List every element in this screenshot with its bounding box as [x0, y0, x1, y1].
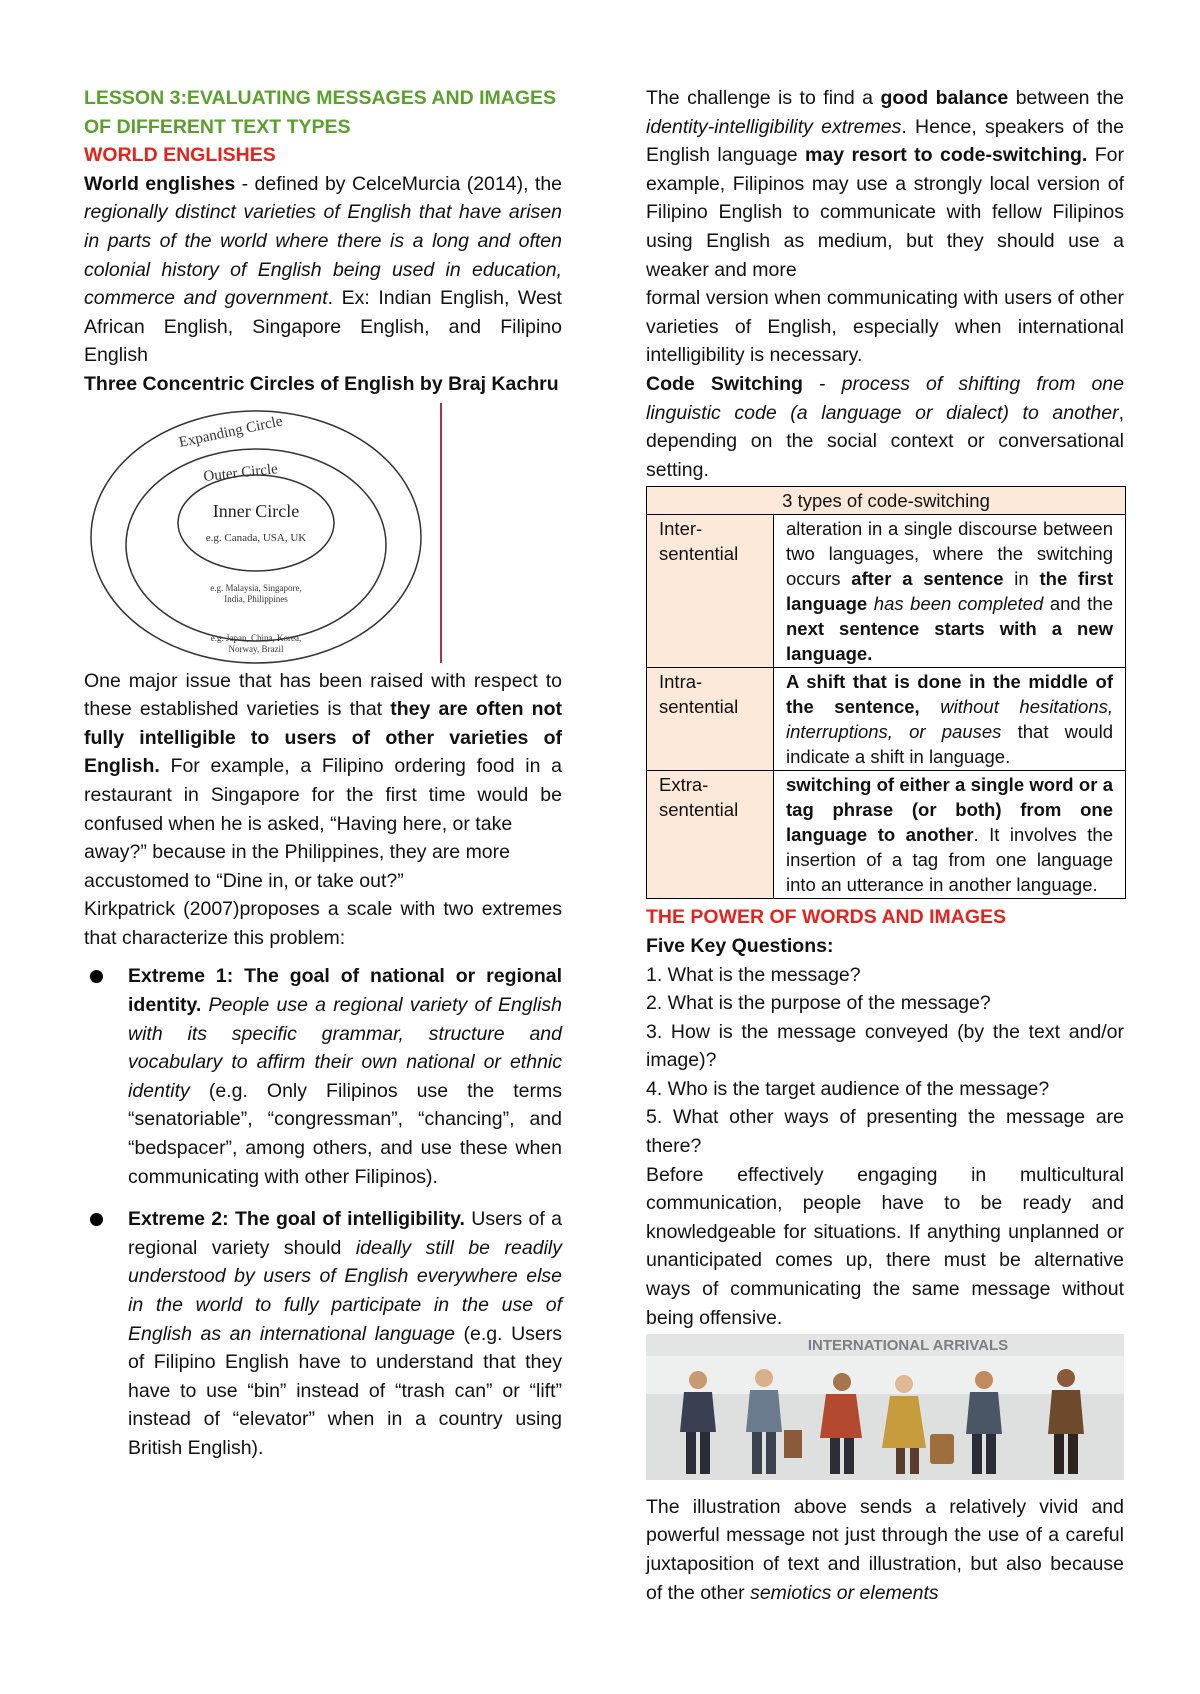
definition-paragraph [84, 170, 562, 370]
question-4: 4. Who is the target audience of the message? [646, 1077, 1050, 1100]
def-end: . Ex: Indian English, West African English, Singapore English, and Filipino English [84, 287, 562, 367]
extreme-1-item [84, 962, 562, 1191]
cs-rest: , depending on the social context or conversational setting. [646, 401, 1124, 481]
question-5: 5. What other ways of presenting the message are there? [646, 1106, 1124, 1158]
desc-part: . It involves the insertion of a tag from one language into an utterance in another language. [786, 824, 1113, 896]
desc-part: A shift that is done in the middle of the sentence, [786, 671, 1113, 718]
balance-bold-2: may resort to code-switching. [805, 144, 1088, 167]
desc-part: has been completed [867, 593, 1044, 615]
row-type: Intra-sentential [647, 668, 774, 771]
desc-part: next sentence starts with a new language. [786, 618, 1113, 665]
balance-text-c: . Hence, speakers of the English language [646, 115, 1124, 167]
issue-bold: they are often not fully intelligible to users of other varieties of English. [84, 698, 562, 778]
code-switching-table [646, 486, 1126, 899]
balance-text-a: The challenge is to find a [646, 87, 881, 109]
extreme-1-title: Extreme 1: The goal of national or regional identity. [128, 965, 562, 1017]
vertical-rule [440, 403, 442, 663]
illustration-paragraph [646, 1493, 1124, 1607]
international-arrivals-illustration [646, 1334, 1124, 1480]
balance-text-b: between the [1008, 87, 1124, 109]
inner-circle-label: Inner Circle [212, 500, 300, 521]
code-switching-definition [646, 370, 1124, 484]
bullet-icon [90, 1213, 103, 1226]
arrivals-sign: INTERNATIONAL ARRIVALS [807, 1337, 1009, 1355]
question-2: 2. What is the purpose of the message? [646, 992, 991, 1015]
expanding-circle-examples-2: Norway, Brazil [228, 643, 284, 654]
desc-part: that would indicate a shift in language. [786, 721, 1113, 768]
circles-heading: Three Concentric Circles of English by Braj Kachru [84, 372, 559, 395]
issue-paragraph [84, 667, 562, 839]
left-column [84, 84, 562, 1477]
question-1: 1. What is the message? [646, 963, 861, 986]
issue-text-a: One major issue that has been raised with respect to these established varieties is that [84, 669, 562, 721]
concentric-circles-figure [84, 399, 562, 667]
expanding-circle-label: Expanding Circle [177, 412, 284, 451]
desc-part: the first language [786, 568, 1113, 615]
lesson-title: LESSON 3:EVALUATING MESSAGES AND IMAGES OF DIFFERENT TEXT TYPES [84, 87, 557, 138]
illustration-text: The illustration above sends a relatively vivid and powerful message not just through the use of a careful juxtaposition of text and illustration, but also because of the other [646, 1495, 1124, 1604]
table-row [647, 668, 1126, 771]
desc-part: without hesitations, interruptions, or pauses [786, 696, 1113, 743]
expanding-circle-examples-1: e.g. Japan, China, Korea, [210, 632, 302, 643]
before-paragraph: Before effectively engaging in multicultural communication, people have to be ready and knowledgeable for situations. If anything unplanned or unanticipated comes up, there must be alternative ways of communicating the same message without being offensive. [646, 1163, 1124, 1329]
inner-circle-examples: e.g. Canada, USA, UK [205, 531, 307, 544]
extreme-2-item [84, 1205, 562, 1462]
balance-paragraph-cont: formal version when communicating with users of other varieties of English, especially when international intelligibility is necessary. [646, 287, 1124, 367]
extreme-1-rest: (e.g. Only Filipinos use the terms “senatoriable”, “congressman”, “chancing”, and “bedspacer”, among others, and use these when communicating with other Filipinos). [128, 1079, 562, 1188]
desc-part: in [1003, 568, 1040, 590]
issue-text-b: For example, a Filipino ordering food in a restaurant in Singapore for the first time would be confused when he is asked, “Having here, or take [84, 755, 562, 835]
desc-part: alteration in a single discourse between two languages, where the switching occurs [786, 518, 1113, 590]
illustration-italic: semiotics or elements [750, 1581, 939, 1604]
extreme-2-title: Extreme 2: The goal of intelligibility. [128, 1208, 465, 1231]
extreme-2-italic: ideally still be readily understood by users of English everywhere else in the world to fully participate in the use of English as an international language [128, 1236, 562, 1345]
balance-text-d: For example, Filipinos may use a strongly local version of Filipino English to communicate with fellow Filipinos using English as medium, but they should use a weaker and more [646, 144, 1124, 281]
five-key-questions-heading: Five Key Questions: [646, 934, 834, 957]
issue-paragraph-cont: away?” because in the Philippines, they are more accustomed to “Dine in, or take out?” [84, 841, 510, 892]
kirkpatrick-paragraph: Kirkpatrick (2007)proposes a scale with two extremes that characterize this problem: [84, 898, 562, 949]
table-row [647, 515, 1126, 668]
extreme-1-italic: People use a regional variety of English with its specific grammar, structure and vocabulary to affirm their own national or ethnic identity [128, 994, 562, 1102]
power-heading: THE POWER OF WORDS AND IMAGES [646, 906, 1007, 929]
extremes-list [84, 962, 562, 1462]
right-column [646, 84, 1124, 1607]
balance-bold: good balance [880, 87, 1009, 109]
bullet-icon [90, 970, 103, 983]
row-description [774, 771, 1126, 899]
row-type: Inter-sentential [647, 515, 774, 668]
desc-part: and the [1043, 593, 1113, 615]
table-row [647, 771, 1126, 899]
desc-part: after a sentence [851, 568, 1004, 590]
question-3: 3. How is the message conveyed (by the text and/or image)? [646, 1020, 1124, 1072]
outer-circle-examples-1: e.g. Malaysia, Singapore, [210, 582, 302, 593]
row-description [774, 668, 1126, 771]
cs-dash: - [802, 372, 842, 395]
def-term: World englishes [84, 172, 236, 195]
table-header: 3 types of code-switching [647, 487, 1126, 515]
outer-circle-label: Outer Circle [202, 460, 279, 485]
def-italic: regionally distinct varieties of English that have arisen in parts of the world where there is a long and often colonial history of English being used in education, commerce and government [84, 201, 562, 310]
desc-part: switching of either a single word or a tag phrase (or both) from one language to another [786, 774, 1113, 846]
row-type: Extra-sentential [647, 771, 774, 899]
balance-paragraph [646, 84, 1124, 284]
row-description [774, 515, 1126, 668]
concentric-circles-diagram [84, 399, 424, 667]
extreme-2-rest: (e.g. Users of Filipino English have to understand that they have to use “bin” instead of “trash can” or “lift” instead of “elevator” when in a country using British English). [128, 1322, 562, 1459]
section-world-englishes: WORLD ENGLISHES [84, 144, 276, 167]
outer-circle-examples-2: India, Philippines [224, 593, 288, 604]
extreme-2-text: Users of a regional variety should [128, 1208, 562, 1259]
balance-italic: identity-intelligibility extremes [646, 115, 902, 138]
cs-italic: process of shifting from one linguistic code (a language or dialect) to another [646, 372, 1124, 424]
cs-term: Code Switching [646, 372, 803, 395]
def-by: - defined by CelceMurcia (2014), the [235, 172, 563, 195]
